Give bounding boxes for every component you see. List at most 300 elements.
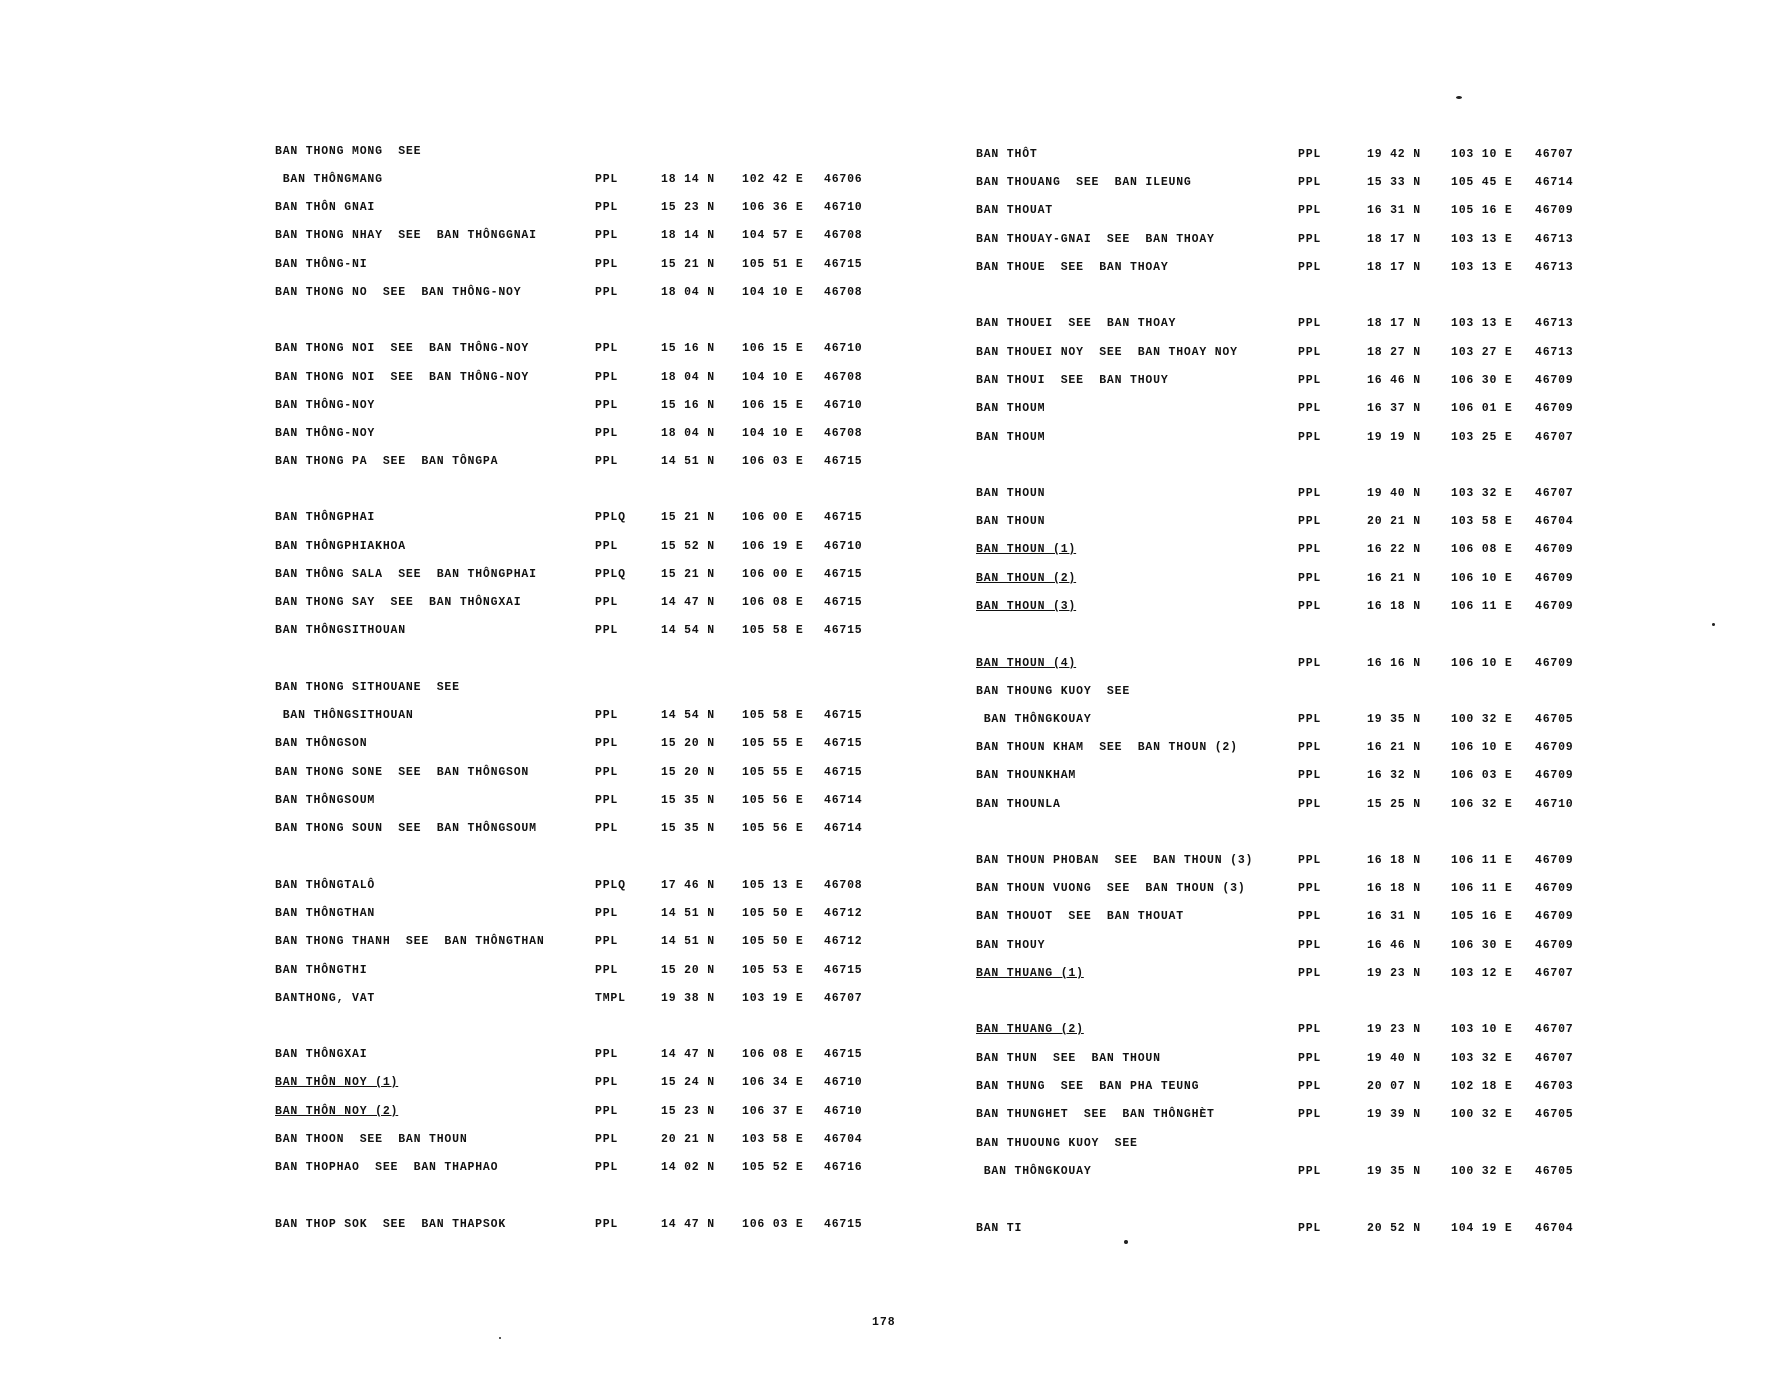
entry-lat: 19 23 N: [1367, 967, 1421, 980]
entry-sheet: 46704: [1535, 515, 1574, 528]
scan-speck: [1712, 623, 1715, 626]
entry-class: PPL: [1298, 910, 1322, 923]
entry-lat: 18 14 N: [661, 229, 715, 242]
entry-name: BAN THÔN NOY (1): [275, 1076, 399, 1089]
entry-class: PPL: [1298, 148, 1322, 161]
entry-lat: 19 35 N: [1367, 713, 1421, 726]
entry-class: PPL: [595, 596, 619, 609]
entry-sheet: 46710: [824, 1105, 863, 1118]
entry-class: PPL: [1298, 854, 1322, 867]
entry-lat: 20 52 N: [1367, 1222, 1421, 1235]
entry-lat: 16 37 N: [1367, 402, 1421, 415]
entry-class: PPL: [595, 201, 619, 214]
entry-class: PPL: [595, 427, 619, 440]
entry-lon: 106 15 E: [742, 399, 804, 412]
entry-sheet: 46705: [1535, 713, 1574, 726]
entry-name: BAN THÔT: [976, 148, 1038, 161]
entry-lon: 105 56 E: [742, 794, 804, 807]
entry-lat: 20 21 N: [1367, 515, 1421, 528]
entry-sheet: 46709: [1535, 572, 1574, 585]
entry-class: PPL: [1298, 1108, 1322, 1121]
entry-lat: 14 54 N: [661, 709, 715, 722]
entry-sheet: 46710: [1535, 798, 1574, 811]
entry-sheet: 46709: [1535, 939, 1574, 952]
entry-name: BAN THOUY: [976, 939, 1046, 952]
entry-lat: 16 16 N: [1367, 657, 1421, 670]
entry-sheet: 46707: [1535, 431, 1574, 444]
entry-lat: 19 40 N: [1367, 1052, 1421, 1065]
entry-class: PPLQ: [595, 879, 626, 892]
entry-class: PPL: [595, 624, 619, 637]
entry-lat: 19 38 N: [661, 992, 715, 1005]
entry-lon: 105 56 E: [742, 822, 804, 835]
entry-sheet: 46712: [824, 935, 863, 948]
entry-name: BAN THÔNGTHAN: [275, 907, 376, 920]
entry-lat: 16 21 N: [1367, 741, 1421, 754]
entry-sheet: 46714: [824, 794, 863, 807]
entry-name: BAN THOUNLA: [976, 798, 1061, 811]
entry-lat: 16 46 N: [1367, 374, 1421, 387]
entry-lon: 105 58 E: [742, 624, 804, 637]
entry-lat: 18 17 N: [1367, 317, 1421, 330]
entry-name: BAN THONG SOUN SEE BAN THÔNGSOUM: [275, 822, 537, 835]
entry-lat: 18 27 N: [1367, 346, 1421, 359]
entry-lon: 106 36 E: [742, 201, 804, 214]
entry-class: PPL: [1298, 543, 1322, 556]
entry-sheet: 46709: [1535, 374, 1574, 387]
entry-lat: 19 40 N: [1367, 487, 1421, 500]
entry-name: BAN THONG NO SEE BAN THÔNG-NOY: [275, 286, 522, 299]
entry-class: PPL: [1298, 204, 1322, 217]
entry-lon: 106 30 E: [1451, 374, 1513, 387]
entry-lat: 15 52 N: [661, 540, 715, 553]
entry-sheet: 46708: [824, 879, 863, 892]
entry-name: BAN THOUAY-GNAI SEE BAN THOAY: [976, 233, 1215, 246]
entry-lon: 106 15 E: [742, 342, 804, 355]
entry-lat: 15 23 N: [661, 1105, 715, 1118]
entry-sheet: 46713: [1535, 233, 1574, 246]
entry-lon: 106 01 E: [1451, 402, 1513, 415]
entry-sheet: 46709: [1535, 882, 1574, 895]
entry-sheet: 46710: [824, 1076, 863, 1089]
entry-sheet: 46707: [1535, 1023, 1574, 1036]
entry-lon: 105 16 E: [1451, 204, 1513, 217]
entry-class: PPL: [595, 1048, 619, 1061]
entry-lat: 19 42 N: [1367, 148, 1421, 161]
entry-name: BAN THÔNG SALA SEE BAN THÔNGPHAI: [275, 568, 537, 581]
entry-name: BAN THONG NHAY SEE BAN THÔNGGNAI: [275, 229, 537, 242]
entry-lon: 106 32 E: [1451, 798, 1513, 811]
entry-lon: 106 34 E: [742, 1076, 804, 1089]
entry-lat: 16 18 N: [1367, 854, 1421, 867]
scan-speck: [1124, 1240, 1128, 1244]
entry-class: PPL: [595, 258, 619, 271]
entry-class: PPL: [595, 822, 619, 835]
entry-lat: 14 02 N: [661, 1161, 715, 1174]
entry-lon: 103 19 E: [742, 992, 804, 1005]
entry-class: PPL: [1298, 600, 1322, 613]
entry-lon: 106 03 E: [742, 455, 804, 468]
entry-class: PPL: [595, 737, 619, 750]
entry-name: BAN THÔN NOY (2): [275, 1105, 399, 1118]
entry-name: BAN THÔNGSITHOUAN: [275, 624, 406, 637]
entry-sheet: 46709: [1535, 402, 1574, 415]
entry-lon: 106 37 E: [742, 1105, 804, 1118]
entry-lon: 104 57 E: [742, 229, 804, 242]
entry-lon: 103 27 E: [1451, 346, 1513, 359]
entry-lat: 16 31 N: [1367, 910, 1421, 923]
entry-sheet: 46706: [824, 173, 863, 186]
entry-name: BAN THOUN: [976, 487, 1046, 500]
entry-name: BAN THOUNKHAM: [976, 769, 1077, 782]
entry-sheet: 46714: [824, 822, 863, 835]
entry-lon: 106 11 E: [1451, 600, 1513, 613]
entry-class: PPL: [1298, 431, 1322, 444]
entry-lat: 18 04 N: [661, 427, 715, 440]
entry-sheet: 46715: [824, 455, 863, 468]
entry-name: BAN THONG NOI SEE BAN THÔNG-NOY: [275, 371, 530, 384]
entry-class: PPL: [595, 1105, 619, 1118]
entry-sheet: 46707: [1535, 1052, 1574, 1065]
entry-lon: 104 19 E: [1451, 1222, 1513, 1235]
entry-class: PPL: [1298, 657, 1322, 670]
entry-class: PPL: [1298, 515, 1322, 528]
entry-class: PPL: [595, 1218, 619, 1231]
page-number: 178: [872, 1316, 896, 1329]
entry-lon: 103 10 E: [1451, 148, 1513, 161]
entry-class: PPL: [1298, 798, 1322, 811]
scan-speck: [1456, 96, 1462, 99]
entry-lon: 106 11 E: [1451, 882, 1513, 895]
entry-lat: 15 20 N: [661, 737, 715, 750]
entry-sheet: 46710: [824, 540, 863, 553]
entry-sheet: 46710: [824, 201, 863, 214]
entry-sheet: 46708: [824, 371, 863, 384]
entry-class: PPL: [1298, 741, 1322, 754]
entry-sheet: 46709: [1535, 600, 1574, 613]
entry-class: PPL: [1298, 1165, 1322, 1178]
entry-class: PPL: [1298, 967, 1322, 980]
entry-sheet: 46710: [824, 399, 863, 412]
entry-name: BAN THONG THANH SEE BAN THÔNGTHAN: [275, 935, 545, 948]
entry-class: PPL: [1298, 346, 1322, 359]
entry-name: BAN THOON SEE BAN THOUN: [275, 1133, 468, 1146]
entry-sheet: 46712: [824, 907, 863, 920]
entry-class: PPL: [1298, 1052, 1322, 1065]
entry-lon: 103 32 E: [1451, 487, 1513, 500]
entry-class: PPL: [1298, 317, 1322, 330]
entry-lat: 16 32 N: [1367, 769, 1421, 782]
entry-lat: 18 17 N: [1367, 261, 1421, 274]
entry-class: PPL: [1298, 713, 1322, 726]
entry-lon: 105 50 E: [742, 907, 804, 920]
entry-class: PPL: [1298, 769, 1322, 782]
entry-class: PPL: [1298, 882, 1322, 895]
entry-class: PPL: [595, 399, 619, 412]
entry-lon: 105 16 E: [1451, 910, 1513, 923]
entry-name: BAN THUANG (2): [976, 1023, 1084, 1036]
entry-sheet: 46709: [1535, 769, 1574, 782]
entry-sheet: 46710: [824, 342, 863, 355]
entry-sheet: 46713: [1535, 346, 1574, 359]
entry-lon: 104 10 E: [742, 286, 804, 299]
entry-lon: 106 03 E: [1451, 769, 1513, 782]
entry-lat: 15 16 N: [661, 399, 715, 412]
entry-lon: 103 13 E: [1451, 233, 1513, 246]
entry-sheet: 46707: [1535, 148, 1574, 161]
entry-lon: 103 10 E: [1451, 1023, 1513, 1036]
entry-sheet: 46707: [824, 992, 863, 1005]
entry-lon: 102 18 E: [1451, 1080, 1513, 1093]
entry-sheet: 46715: [824, 964, 863, 977]
entry-sheet: 46715: [824, 1048, 863, 1061]
entry-name: BAN THÔNG-NI: [275, 258, 368, 271]
entry-name: BAN THOUEI NOY SEE BAN THOAY NOY: [976, 346, 1238, 359]
entry-name: BAN THOUEI SEE BAN THOAY: [976, 317, 1177, 330]
entry-name: BAN THÔNG-NOY: [275, 399, 376, 412]
entry-lon: 100 32 E: [1451, 1108, 1513, 1121]
entry-sheet: 46709: [1535, 741, 1574, 754]
entry-sheet: 46715: [824, 258, 863, 271]
entry-lat: 19 35 N: [1367, 1165, 1421, 1178]
entry-sheet: 46715: [824, 766, 863, 779]
entry-lon: 105 13 E: [742, 879, 804, 892]
entry-class: PPL: [595, 229, 619, 242]
entry-lon: 106 08 E: [742, 596, 804, 609]
entry-lon: 106 19 E: [742, 540, 804, 553]
entry-sheet: 46715: [824, 1218, 863, 1231]
entry-name: BAN THÔNGSITHOUAN: [275, 709, 414, 722]
entry-lon: 100 32 E: [1451, 713, 1513, 726]
entry-lat: 19 19 N: [1367, 431, 1421, 444]
entry-class: PPL: [1298, 402, 1322, 415]
entry-lat: 14 54 N: [661, 624, 715, 637]
entry-lat: 20 07 N: [1367, 1080, 1421, 1093]
entry-name: BAN THONG PA SEE BAN TÔNGPA: [275, 455, 499, 468]
entry-class: PPL: [595, 1133, 619, 1146]
entry-lat: 18 04 N: [661, 286, 715, 299]
entry-name: BAN THÔNGXAI: [275, 1048, 368, 1061]
entry-name: BAN THÔNGPHAI: [275, 511, 376, 524]
entry-class: PPL: [595, 173, 619, 186]
entry-lon: 106 00 E: [742, 511, 804, 524]
entry-name: BAN THÔNGMANG: [275, 173, 383, 186]
entry-lat: 16 18 N: [1367, 600, 1421, 613]
entry-sheet: 46715: [824, 709, 863, 722]
entry-sheet: 46705: [1535, 1165, 1574, 1178]
entry-class: PPL: [595, 794, 619, 807]
entry-lat: 15 20 N: [661, 766, 715, 779]
entry-sheet: 46715: [824, 624, 863, 637]
entry-lat: 14 51 N: [661, 455, 715, 468]
entry-lat: 15 21 N: [661, 568, 715, 581]
entry-lat: 19 23 N: [1367, 1023, 1421, 1036]
entry-lat: 17 46 N: [661, 879, 715, 892]
entry-name: BAN THONG MONG SEE: [275, 145, 422, 158]
entry-name: BAN THUNG SEE BAN PHA TEUNG: [976, 1080, 1200, 1093]
entry-class: PPL: [595, 540, 619, 553]
entry-lat: 15 16 N: [661, 342, 715, 355]
entry-sheet: 46715: [824, 511, 863, 524]
entry-class: PPL: [1298, 374, 1322, 387]
entry-lon: 106 10 E: [1451, 657, 1513, 670]
entry-lon: 105 53 E: [742, 964, 804, 977]
entry-class: PPL: [1298, 176, 1322, 189]
entry-lon: 105 51 E: [742, 258, 804, 271]
entry-class: PPL: [1298, 1080, 1322, 1093]
entry-sheet: 46708: [824, 427, 863, 440]
entry-sheet: 46707: [1535, 967, 1574, 980]
entry-name: BAN THOUN (2): [976, 572, 1077, 585]
entry-lat: 14 51 N: [661, 907, 715, 920]
entry-sheet: 46709: [1535, 910, 1574, 923]
entry-lon: 103 12 E: [1451, 967, 1513, 980]
entry-lat: 16 22 N: [1367, 543, 1421, 556]
entry-lat: 18 14 N: [661, 173, 715, 186]
entry-sheet: 46709: [1535, 543, 1574, 556]
entry-class: PPL: [595, 342, 619, 355]
entry-lon: 104 10 E: [742, 427, 804, 440]
entry-name: BANTHONG, VAT: [275, 992, 376, 1005]
entry-name: BAN THOUNG KUOY SEE: [976, 685, 1131, 698]
entry-lon: 106 10 E: [1451, 572, 1513, 585]
entry-sheet: 46704: [1535, 1222, 1574, 1235]
entry-name: BAN TI: [976, 1222, 1023, 1235]
entry-lat: 14 51 N: [661, 935, 715, 948]
entry-lon: 105 50 E: [742, 935, 804, 948]
entry-name: BAN THUNGHET SEE BAN THÔNGHÈT: [976, 1108, 1215, 1121]
entry-class: PPL: [595, 935, 619, 948]
entry-name: BAN THÔNGKOUAY: [976, 713, 1092, 726]
entry-sheet: 46713: [1535, 261, 1574, 274]
entry-lat: 18 04 N: [661, 371, 715, 384]
entry-sheet: 46707: [1535, 487, 1574, 500]
entry-name: BAN THOUN (1): [976, 543, 1077, 556]
entry-sheet: 46715: [824, 568, 863, 581]
entry-lon: 106 08 E: [1451, 543, 1513, 556]
entry-name: BAN THOPHAO SEE BAN THAPHAO: [275, 1161, 499, 1174]
entry-lon: 103 25 E: [1451, 431, 1513, 444]
entry-lat: 15 21 N: [661, 511, 715, 524]
entry-sheet: 46709: [1535, 204, 1574, 217]
entry-name: BAN THÔNGSON: [275, 737, 368, 750]
entry-lat: 15 24 N: [661, 1076, 715, 1089]
entry-lon: 103 13 E: [1451, 317, 1513, 330]
entry-lon: 103 58 E: [742, 1133, 804, 1146]
entry-lon: 106 11 E: [1451, 854, 1513, 867]
entry-name: BAN THOP SOK SEE BAN THAPSOK: [275, 1218, 507, 1231]
entry-name: BAN THUOUNG KUOY SEE: [976, 1137, 1138, 1150]
entry-class: PPL: [595, 964, 619, 977]
entry-lon: 102 42 E: [742, 173, 804, 186]
entry-class: PPL: [1298, 1023, 1322, 1036]
entry-class: PPL: [1298, 939, 1322, 952]
entry-lat: 16 18 N: [1367, 882, 1421, 895]
entry-name: BAN THUANG (1): [976, 967, 1084, 980]
entry-lat: 15 33 N: [1367, 176, 1421, 189]
entry-lon: 105 55 E: [742, 766, 804, 779]
entry-name: BAN THOUN (3): [976, 600, 1077, 613]
entry-name: BAN THÔN GNAI: [275, 201, 376, 214]
entry-lat: 15 35 N: [661, 822, 715, 835]
entry-name: BAN THÔNGTALÔ: [275, 879, 376, 892]
entry-name: BAN THONG SITHOUANE SEE: [275, 681, 460, 694]
entry-class: TMPL: [595, 992, 626, 1005]
entry-name: BAN THOUN (4): [976, 657, 1077, 670]
entry-sheet: 46704: [824, 1133, 863, 1146]
entry-name: BAN THÔNGSOUM: [275, 794, 376, 807]
entry-sheet: 46716: [824, 1161, 863, 1174]
entry-sheet: 46715: [824, 596, 863, 609]
entry-lat: 15 23 N: [661, 201, 715, 214]
entry-lat: 14 47 N: [661, 596, 715, 609]
entry-class: PPL: [595, 455, 619, 468]
entry-name: BAN THOUN: [976, 515, 1046, 528]
entry-class: PPL: [595, 907, 619, 920]
entry-lat: 15 21 N: [661, 258, 715, 271]
entry-name: BAN THOUI SEE BAN THOUY: [976, 374, 1169, 387]
entry-class: PPL: [595, 286, 619, 299]
entry-class: PPLQ: [595, 568, 626, 581]
entry-name: BAN THOUM: [976, 431, 1046, 444]
entry-sheet: 46708: [824, 286, 863, 299]
entry-lat: 15 25 N: [1367, 798, 1421, 811]
entry-lon: 106 03 E: [742, 1218, 804, 1231]
entry-lon: 106 00 E: [742, 568, 804, 581]
entry-lat: 16 46 N: [1367, 939, 1421, 952]
entry-name: BAN THONG SONE SEE BAN THÔNGSON: [275, 766, 530, 779]
entry-class: PPL: [1298, 487, 1322, 500]
entry-name: BAN THOUM: [976, 402, 1046, 415]
entry-class: PPL: [1298, 233, 1322, 246]
entry-sheet: 46708: [824, 229, 863, 242]
entry-lat: 16 21 N: [1367, 572, 1421, 585]
entry-lat: 20 21 N: [661, 1133, 715, 1146]
entry-lat: 18 17 N: [1367, 233, 1421, 246]
entry-class: PPL: [595, 709, 619, 722]
entry-class: PPL: [1298, 572, 1322, 585]
entry-name: BAN THOUAT: [976, 204, 1054, 217]
entry-name: BAN THOUN KHAM SEE BAN THOUN (2): [976, 741, 1238, 754]
entry-lat: 14 47 N: [661, 1048, 715, 1061]
entry-lat: 15 35 N: [661, 794, 715, 807]
entry-name: BAN THOUOT SEE BAN THOUAT: [976, 910, 1184, 923]
entry-lon: 104 10 E: [742, 371, 804, 384]
entry-sheet: 46705: [1535, 1108, 1574, 1121]
scan-speck: [499, 1337, 501, 1339]
entry-lon: 105 55 E: [742, 737, 804, 750]
entry-sheet: 46703: [1535, 1080, 1574, 1093]
entry-name: BAN THOUN VUONG SEE BAN THOUN (3): [976, 882, 1246, 895]
entry-sheet: 46715: [824, 737, 863, 750]
entry-lon: 103 13 E: [1451, 261, 1513, 274]
entry-lon: 103 32 E: [1451, 1052, 1513, 1065]
entry-lat: 19 39 N: [1367, 1108, 1421, 1121]
entry-name: BAN THOUN PHOBAN SEE BAN THOUN (3): [976, 854, 1254, 867]
entry-name: BAN THÔNGTHI: [275, 964, 368, 977]
entry-lon: 105 58 E: [742, 709, 804, 722]
entry-class: PPLQ: [595, 511, 626, 524]
entry-class: PPL: [595, 1161, 619, 1174]
entry-name: BAN THÔNG-NOY: [275, 427, 376, 440]
entry-class: PPL: [595, 1076, 619, 1089]
entry-class: PPL: [1298, 261, 1322, 274]
entry-name: BAN THÔNGPHIAKHOA: [275, 540, 406, 553]
entry-lon: 105 45 E: [1451, 176, 1513, 189]
entry-name: BAN THOUE SEE BAN THOAY: [976, 261, 1169, 274]
entry-sheet: 46709: [1535, 657, 1574, 670]
entry-lon: 106 30 E: [1451, 939, 1513, 952]
